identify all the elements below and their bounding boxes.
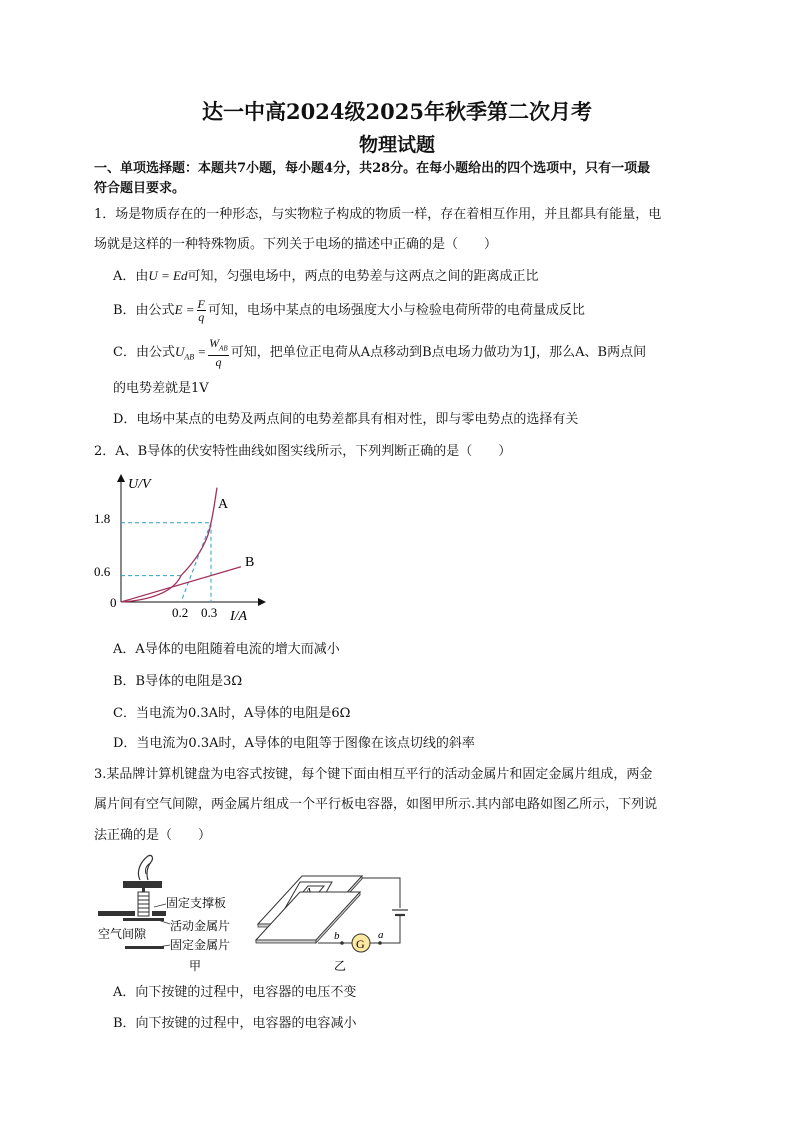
q1-b-text: 可知，电场中某点的电场强度大小与检验电荷所带的电荷量成反比 [207,303,585,318]
q2-option-a: A．A导体的电阻随着电流的增大而减小 [113,642,340,657]
q1-c-num-letter: W [209,336,220,351]
chart-guides [121,523,211,602]
q1-b-lhs: E = [174,302,195,317]
figure-yi-circuit [254,852,414,976]
fixed-support-plate [98,911,135,916]
figure-caption-jia: 甲 [189,959,202,973]
q1-stem-line2: 场就是这样的一种特殊物质。下列关于电场的描述中正确的是（ ） [94,237,498,252]
series-a-label: A [218,497,229,512]
label-air-gap: 空气间隙 [98,927,147,941]
q1-b-denominator: q [198,310,205,324]
q2-option-b: B．B导体的电阻是3Ω [113,674,243,689]
fixed-metal-plate [125,946,164,949]
iv-chart [92,470,272,625]
q1-a-text: 可知，匀强电场中，两点的电势差与这两点之间的距离成正比 [187,269,539,284]
point-b-label: b [334,930,340,942]
q1-c-eq: = [194,344,207,359]
q1-option-a [113,267,539,286]
movable-metal-plate [123,918,164,921]
label-fixed-plate: 固定金属片 [170,938,231,952]
y-tick-0.6: 0.6 [94,564,111,579]
q1-c-text: 可知，把单位正电荷从A点移动到B点电场力做功为1J，那么A、B两点间 [230,345,647,360]
series-b-label: B [245,555,255,570]
x-tick-0.2: 0.2 [172,605,189,620]
x-tick-0.3: 0.3 [201,605,218,620]
q1-c-fraction [208,337,229,367]
origin-label: 0 [110,595,117,610]
q2-option-c: C．当电流为0.3A时，A导体的电阻是6Ω [113,706,351,721]
q3-option-b: B．向下按键的过程中，电容器的电容减小 [113,1016,357,1031]
key-cap [123,881,162,888]
q1-c-prefix: C．由公式 [113,345,175,360]
q1-c-lhs-sub: AB [184,352,195,362]
y-axis-label: U/V [128,477,151,492]
figure-jia-keyboard-key [96,852,256,976]
q1-c-numerator [208,337,229,355]
label-fixed-support: 固定支撑板 [166,896,227,910]
q3-option-a: A．向下按键的过程中，电容器的电压不变 [113,985,357,1000]
tangent-line [181,523,211,602]
exam-subtitle: 物理试题 [358,134,435,156]
y-tick-1.8: 1.8 [94,511,111,526]
series-b-line [121,567,241,602]
label-movable-plate: 活动金属片 [170,919,231,933]
point-a-label: a [378,929,384,941]
figure-caption-yi: 乙 [334,959,347,973]
galvanometer-label: G [356,937,365,951]
q3-stem-line2: 属片间有空气间隙，两金属片组成一个平行板电容器，如图甲所示.其内部电路如图乙所示，下列说 [94,797,658,812]
q1-a-formula: U = Ed [148,268,188,283]
q1-b-fraction [197,298,206,323]
q3-stem-line1: 3.某品牌计算机键盘为电容式按键，每个键下面由相互平行的活动金属片和固定金属片组成，两金 [94,767,653,782]
circuit-wire-top [362,878,400,908]
section-instructions-line2: 符合题目要求。 [94,181,186,196]
q1-c-denominator: q [215,354,222,369]
q1-option-c-line2: 的电势差就是1V [113,381,209,396]
q1-a-prefix: A．由 [113,269,149,284]
exam-title: 达一中高2024级2025年秋季第二次月考 [202,99,592,124]
q1-stem-line1: 1．场是物质存在的一种形态，与实物粒子构成的物质一样，存在着相互作用，并且都具有能量，电 [94,207,662,222]
q1-c-lhs: U [174,344,185,359]
circuit-wire-bottom [370,916,400,943]
q1-b-numerator: F [197,297,205,311]
q3-stem-line3: 法正确的是（ ） [94,828,212,843]
q2-option-d: D．当电流为0.3A时，A导体的电阻等于图像在该点切线的斜率 [113,736,475,751]
q1-c-num-sub: AB [219,344,228,353]
q1-option-c [113,337,646,373]
q1-option-d: D．电场中某点的电势及两点间的电势差都具有相对性，即与零电势点的选择有关 [113,412,579,427]
q1-option-b [113,295,585,326]
q2-stem: 2．A、B导体的伏安特性曲线如图实线所示，下列判断正确的是（ ） [94,444,512,459]
x-axis-label: I/A [230,609,248,624]
section-instructions-line1: 一、单项选择题：本题共7小题，每小题4分，共28分。在每小题给出的四个选项中，只有一项最 [94,161,651,176]
finger-icon [138,855,152,880]
q1-b-prefix: B．由公式 [113,303,175,318]
